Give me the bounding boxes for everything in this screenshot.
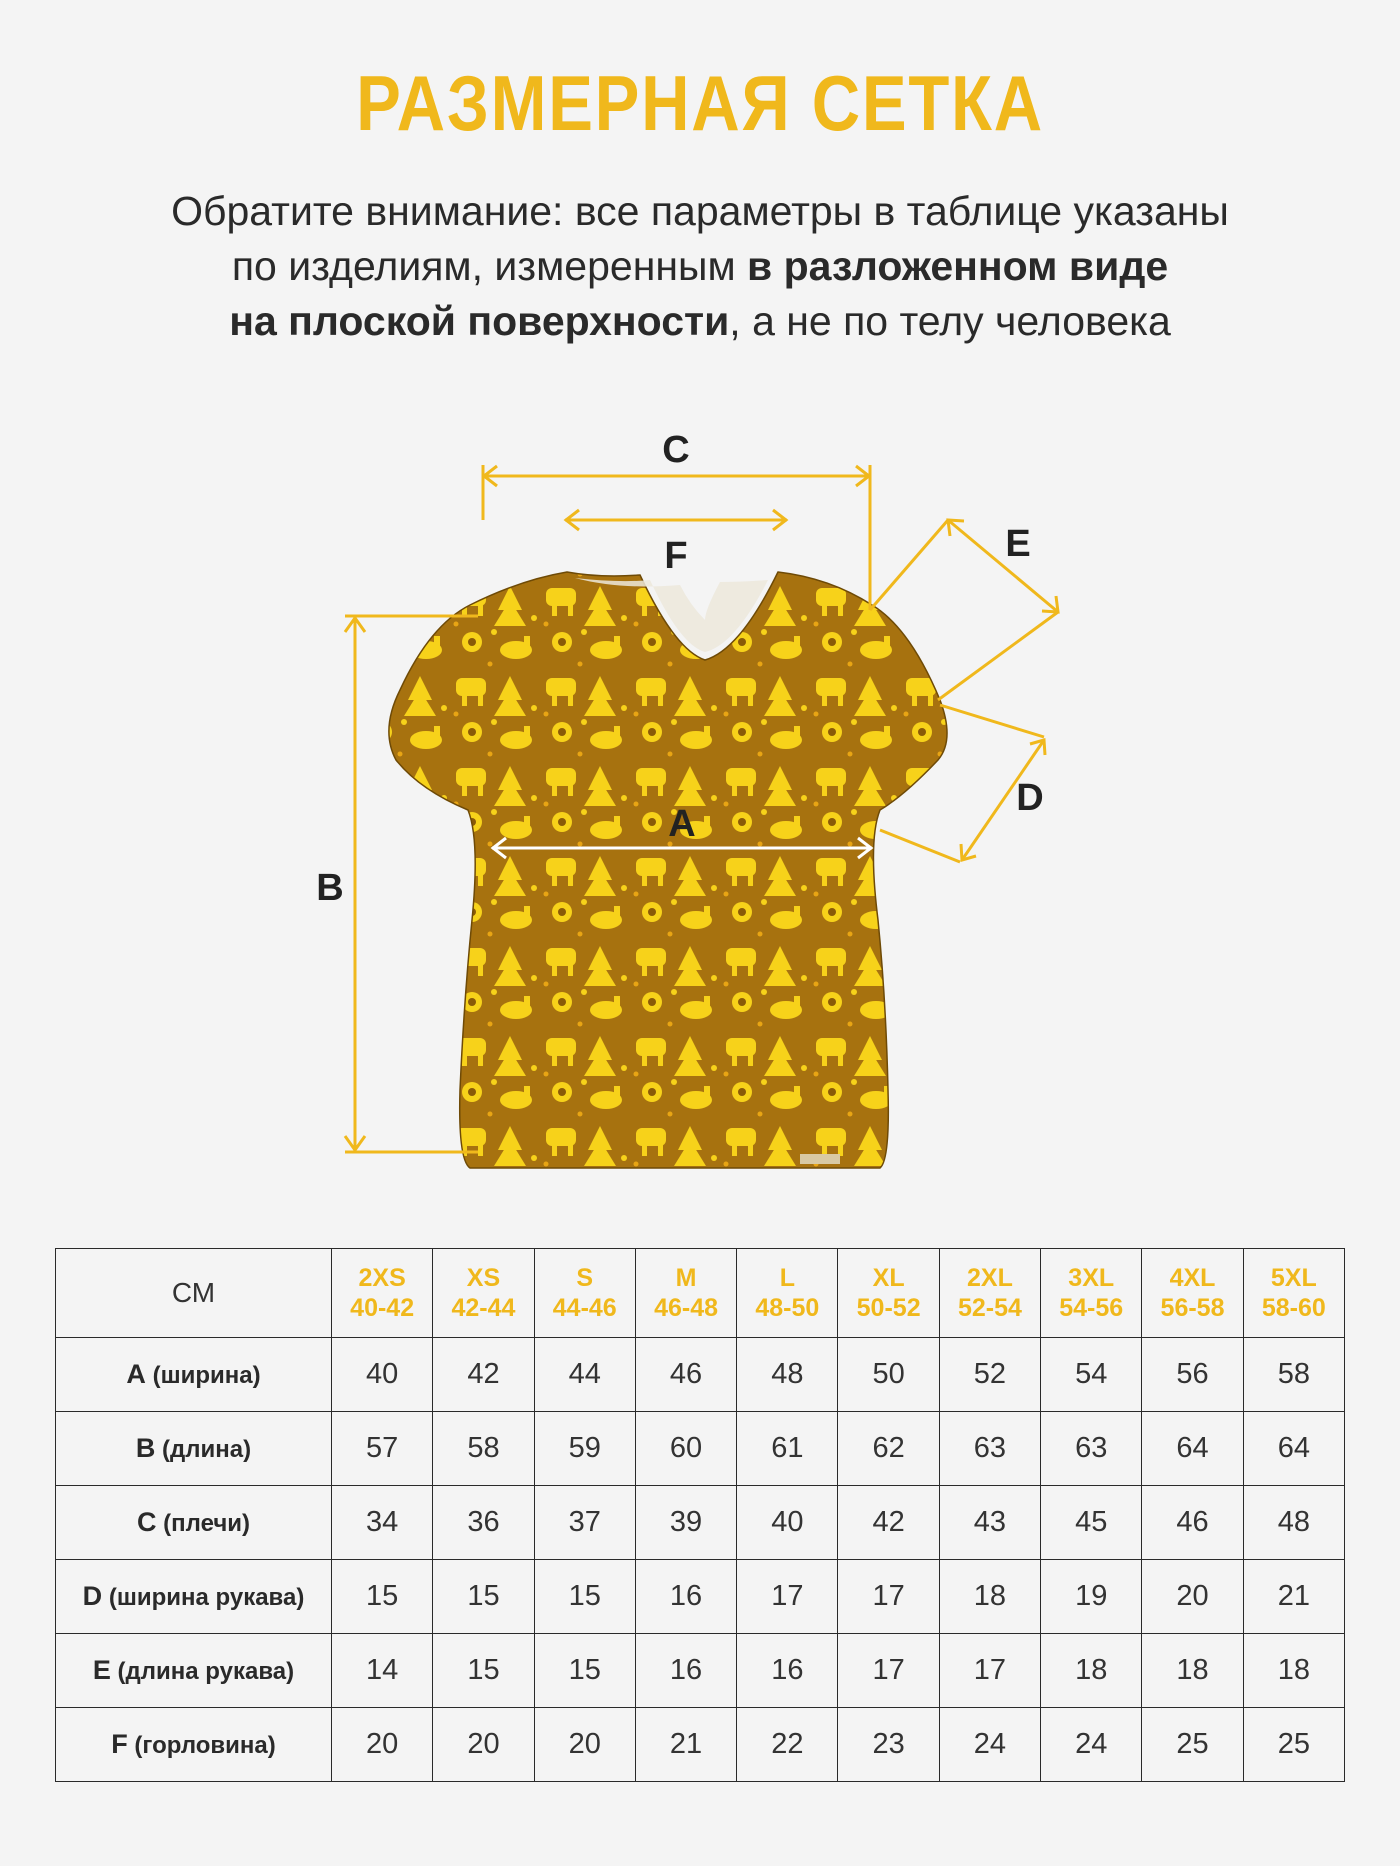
table-cell: 62 xyxy=(838,1412,939,1486)
param-key: E xyxy=(92,1655,111,1685)
table-cell: 16 xyxy=(635,1634,736,1708)
label-b: B xyxy=(316,867,344,909)
table-cell: 59 xyxy=(534,1412,635,1486)
size-ru-range: 50-52 xyxy=(856,1294,921,1322)
table-cell: 15 xyxy=(433,1560,534,1634)
table-cell: 43 xyxy=(939,1486,1040,1560)
table-cell: 64 xyxy=(1142,1412,1243,1486)
table-cell: 20 xyxy=(433,1708,534,1782)
size-ru-range: 42-44 xyxy=(451,1294,516,1322)
label-c: C xyxy=(662,429,690,471)
table-cell: 39 xyxy=(635,1486,736,1560)
size-header xyxy=(737,1249,838,1338)
size-ru-range: 46-48 xyxy=(654,1294,719,1322)
table-cell: 58 xyxy=(433,1412,534,1486)
size-header xyxy=(1142,1249,1243,1338)
param-label xyxy=(56,1634,332,1708)
size-label: 2XS xyxy=(358,1264,406,1292)
table-cell: 25 xyxy=(1243,1708,1344,1782)
param-description: (ширина) xyxy=(145,1362,261,1389)
table-cell: 24 xyxy=(939,1708,1040,1782)
table-cell: 45 xyxy=(1041,1486,1142,1560)
table-cell: 21 xyxy=(635,1708,736,1782)
table-cell: 14 xyxy=(332,1634,433,1708)
size-header xyxy=(433,1249,534,1338)
measurement-notice xyxy=(0,184,1400,349)
table-cell: 24 xyxy=(1041,1708,1142,1782)
param-key: C xyxy=(136,1507,157,1537)
table-row xyxy=(56,1412,1345,1486)
table-cell: 20 xyxy=(534,1708,635,1782)
label-a: A xyxy=(668,803,696,845)
table-cell: 46 xyxy=(635,1338,736,1412)
param-key: A xyxy=(126,1359,146,1389)
table-cell: 56 xyxy=(1142,1338,1243,1412)
param-label xyxy=(56,1412,332,1486)
table-cell: 48 xyxy=(737,1338,838,1412)
table-cell: 57 xyxy=(332,1412,433,1486)
table-row xyxy=(56,1338,1345,1412)
size-header xyxy=(635,1249,736,1338)
size-label: M xyxy=(675,1264,697,1292)
table-cell: 18 xyxy=(1142,1634,1243,1708)
table-cell: 21 xyxy=(1243,1560,1344,1634)
table-cell: 40 xyxy=(332,1338,433,1412)
notice-line-1: Обратите внимание: все параметры в таблице указаны xyxy=(171,188,1229,234)
table-cell: 18 xyxy=(939,1560,1040,1634)
table-cell: 18 xyxy=(1243,1634,1344,1708)
table-cell: 63 xyxy=(939,1412,1040,1486)
label-f: F xyxy=(664,535,688,577)
param-description: (ширина рукава) xyxy=(102,1584,305,1611)
table-cell: 17 xyxy=(838,1634,939,1708)
table-cell: 18 xyxy=(1041,1634,1142,1708)
table-cell: 17 xyxy=(939,1634,1040,1708)
param-key: F xyxy=(111,1729,128,1759)
size-ru-range: 54-56 xyxy=(1059,1294,1124,1322)
size-ru-range: 44-46 xyxy=(552,1294,617,1322)
table-cell: 15 xyxy=(433,1634,534,1708)
size-label: XL xyxy=(872,1264,905,1292)
size-chart-table xyxy=(55,1248,1345,1782)
param-label xyxy=(56,1560,332,1634)
table-row xyxy=(56,1560,1345,1634)
table-cell: 19 xyxy=(1041,1560,1142,1634)
table-cell: 17 xyxy=(838,1560,939,1634)
table-cell: 20 xyxy=(1142,1560,1243,1634)
param-key: D xyxy=(82,1581,103,1611)
table-cell: 17 xyxy=(737,1560,838,1634)
size-ru-range: 56-58 xyxy=(1160,1294,1225,1322)
table-cell: 46 xyxy=(1142,1486,1243,1560)
size-label: 3XL xyxy=(1068,1264,1115,1292)
table-cell: 48 xyxy=(1243,1486,1344,1560)
table-cell: 60 xyxy=(635,1412,736,1486)
tshirt-measurement-diagram xyxy=(0,400,1400,1180)
table-cell: 15 xyxy=(332,1560,433,1634)
tshirt-shape xyxy=(389,572,947,1168)
size-header xyxy=(332,1249,433,1338)
param-description: (плечи) xyxy=(156,1510,250,1537)
unit-header: СМ xyxy=(56,1249,332,1338)
size-ru-range: 52-54 xyxy=(957,1294,1022,1322)
label-e: E xyxy=(1005,523,1031,565)
size-header xyxy=(1041,1249,1142,1338)
size-label: 5XL xyxy=(1270,1264,1317,1292)
table-cell: 61 xyxy=(737,1412,838,1486)
table-cell: 54 xyxy=(1041,1338,1142,1412)
table-cell: 36 xyxy=(433,1486,534,1560)
table-cell: 34 xyxy=(332,1486,433,1560)
size-header xyxy=(939,1249,1040,1338)
notice-line-2: по изделиям, измеренным в разложенном виде xyxy=(231,243,1169,289)
param-label xyxy=(56,1708,332,1782)
param-label xyxy=(56,1338,332,1412)
table-cell: 23 xyxy=(838,1708,939,1782)
param-description: (длина рукава) xyxy=(110,1658,295,1685)
table-cell: 37 xyxy=(534,1486,635,1560)
size-label: XS xyxy=(466,1264,501,1292)
table-cell: 20 xyxy=(332,1708,433,1782)
param-description: (горловина) xyxy=(127,1732,276,1759)
size-ru-range: 48-50 xyxy=(755,1294,820,1322)
table-cell: 22 xyxy=(737,1708,838,1782)
table-cell: 16 xyxy=(635,1560,736,1634)
page-title: РАЗМЕРНАЯ СЕТКА xyxy=(356,59,1044,147)
param-description: (длина) xyxy=(155,1436,252,1463)
table-cell: 25 xyxy=(1142,1708,1243,1782)
table-cell: 52 xyxy=(939,1338,1040,1412)
size-header xyxy=(838,1249,939,1338)
table-cell: 50 xyxy=(838,1338,939,1412)
table-row xyxy=(56,1634,1345,1708)
label-d: D xyxy=(1016,777,1044,819)
table-cell: 15 xyxy=(534,1634,635,1708)
table-cell: 64 xyxy=(1243,1412,1344,1486)
table-cell: 63 xyxy=(1041,1412,1142,1486)
table-cell: 42 xyxy=(838,1486,939,1560)
size-ru-range: 40-42 xyxy=(350,1294,415,1322)
size-label: S xyxy=(576,1264,594,1292)
notice-line-3: на плоской поверхности, а не по телу человека xyxy=(229,298,1171,344)
table-cell: 44 xyxy=(534,1338,635,1412)
param-key: B xyxy=(135,1433,156,1463)
size-header-row xyxy=(56,1249,1345,1338)
table-row xyxy=(56,1708,1345,1782)
size-header xyxy=(1243,1249,1344,1338)
param-label xyxy=(56,1486,332,1560)
size-ru-range: 58-60 xyxy=(1261,1294,1326,1322)
table-cell: 15 xyxy=(534,1560,635,1634)
table-cell: 16 xyxy=(737,1634,838,1708)
table-cell: 40 xyxy=(737,1486,838,1560)
table-cell: 42 xyxy=(433,1338,534,1412)
size-label: 4XL xyxy=(1169,1264,1216,1292)
size-label: L xyxy=(779,1264,795,1292)
size-header xyxy=(534,1249,635,1338)
table-cell: 58 xyxy=(1243,1338,1344,1412)
size-label: 2XL xyxy=(967,1264,1013,1292)
table-row xyxy=(56,1486,1345,1560)
